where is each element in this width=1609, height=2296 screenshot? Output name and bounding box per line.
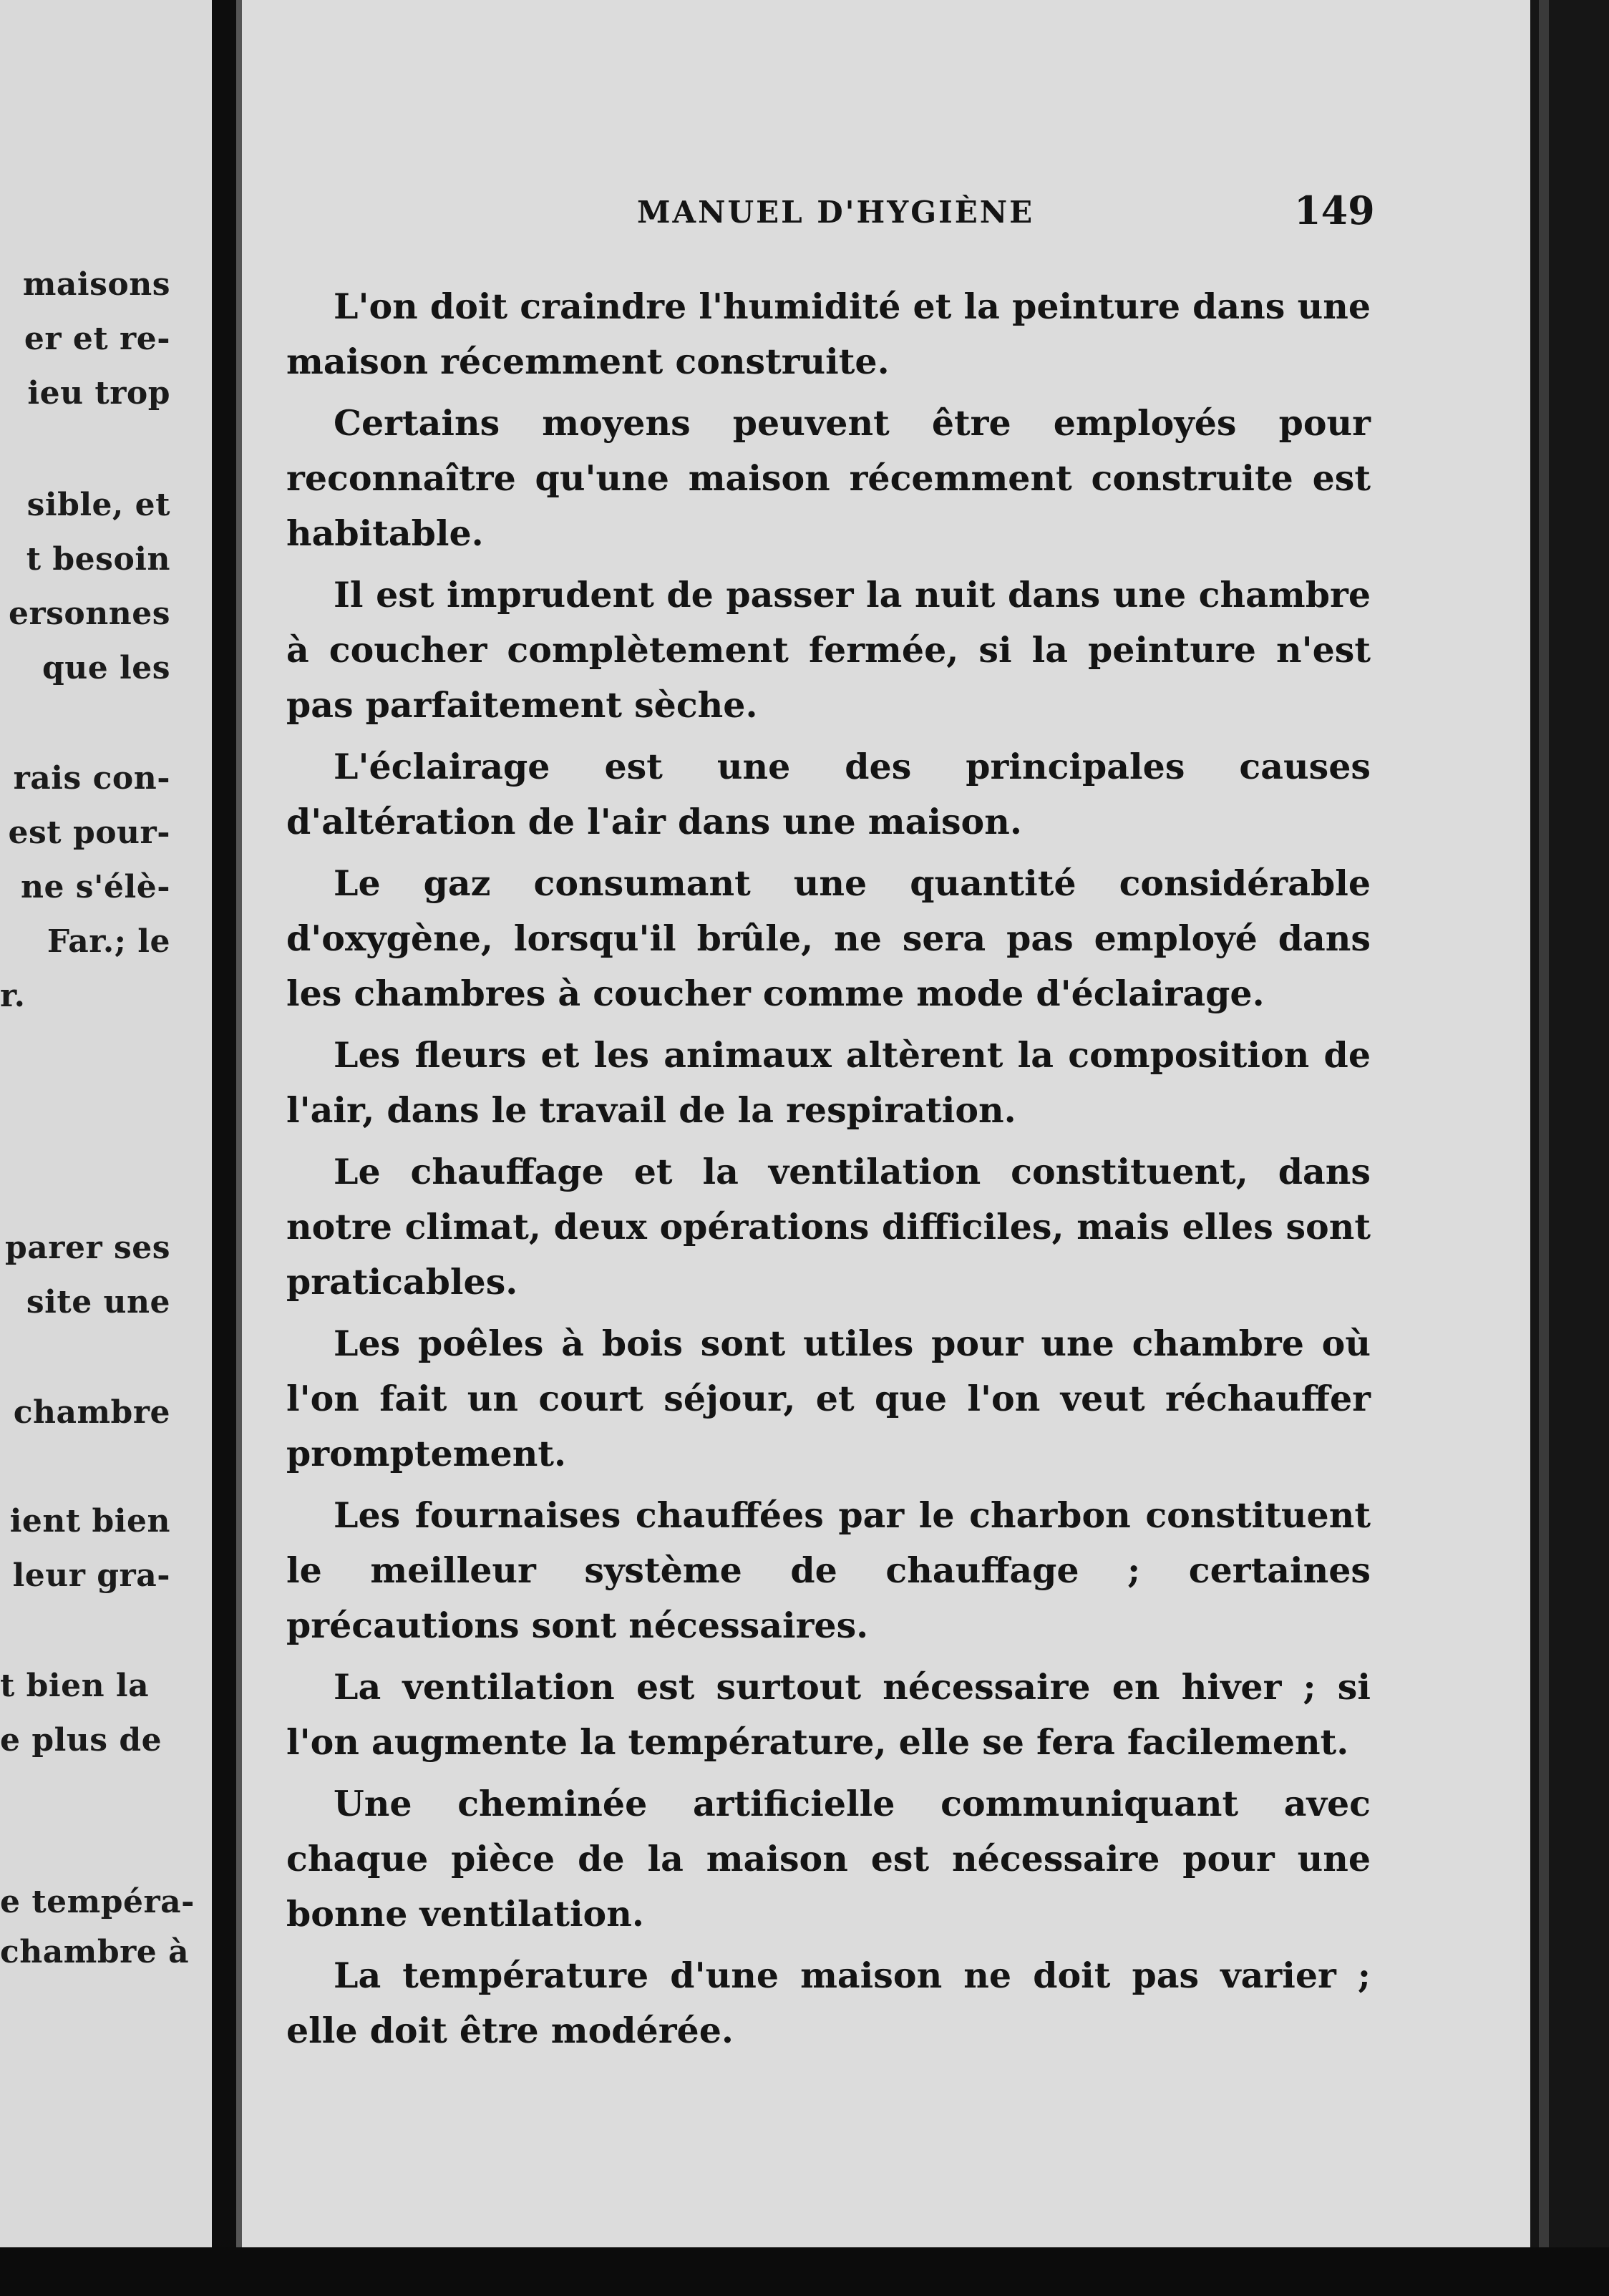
paragraph: Les poêles à bois sont utiles pour une chambre où l'on fait un court séjour, et que l'on veut réchauffer promptement.: [286, 1323, 1371, 1474]
paragraph: Le gaz consumant une quantité considérable d'oxygène, lorsqu'il brûle, ne sera pas employé dans les chambres à coucher comme mode d'éclairage.: [286, 862, 1371, 1014]
left-line: est pour-: [8, 814, 170, 851]
left-line: que les: [42, 650, 170, 686]
right-page-edge-strip: [1539, 0, 1549, 2296]
paragraph: La ventilation est surtout nécessaire en hiver ; si l'on augmente la température, elle se fera facilement.: [286, 1666, 1371, 1763]
paragraph: L'éclairage est une des principales causes d'altération de l'air dans une maison.: [286, 746, 1371, 842]
paragraph: Il est imprudent de passer la nuit dans une chambre à coucher complètement fermée, si la peinture n'est pas parfaitement sèche.: [286, 574, 1371, 726]
left-line: ne s'élè-: [20, 869, 170, 905]
previous-page-fragment: [0, 0, 212, 2296]
left-line: e plus de: [0, 1722, 162, 1759]
left-line: Far.; le: [47, 923, 170, 960]
paragraph: L'on doit craindre l'humidité et la peinture dans une maison récemment construite.: [286, 286, 1371, 382]
paragraph: Le chauffage et la ventilation constituent, dans notre climat, deux opérations difficiles, mais elles sont praticables.: [286, 1151, 1371, 1303]
paragraph: Certains moyens peuvent être employés pour reconnaître qu'une maison récemment construite est habitable.: [286, 402, 1371, 554]
running-header: MANUEL D'HYGIÈNE: [637, 195, 1035, 230]
book-gutter: [212, 0, 236, 2296]
left-line: parer ses: [5, 1230, 170, 1266]
page-edge: [236, 0, 242, 2296]
paragraph: Les fleurs et les animaux altèrent la composition de l'air, dans le travail de la respiration.: [286, 1034, 1371, 1131]
paragraph: Les fournaises chauffées par le charbon constituent le meilleur système de chauffage ; certaines précautions sont nécessaires.: [286, 1494, 1371, 1646]
left-line: chambre: [13, 1394, 170, 1431]
left-line: t bien la: [0, 1668, 150, 1704]
page-number: 149: [1294, 188, 1375, 233]
left-line: t besoin: [26, 541, 170, 578]
left-line: ient bien: [9, 1503, 170, 1539]
left-line: chambre à: [0, 1934, 190, 1970]
left-line: e tempéra-: [0, 1884, 195, 1920]
page-body: [286, 279, 1371, 2065]
paragraph: La température d'une maison ne doit pas varier ; elle doit être modérée.: [286, 1955, 1371, 2051]
left-line: er et re-: [24, 321, 170, 357]
left-line: r.: [0, 978, 26, 1014]
left-line: ieu trop: [27, 375, 170, 412]
bottom-scan-border: [0, 2247, 1609, 2296]
left-line: ersonnes: [8, 595, 170, 632]
left-line: site une: [26, 1284, 170, 1320]
left-line: leur gra-: [12, 1557, 170, 1594]
left-line: maisons: [22, 266, 170, 303]
paragraph: Une cheminée artificielle communiquant avec chaque pièce de la maison est nécessaire pour une bonne ventilation.: [286, 1783, 1371, 1935]
left-line: sible, et: [26, 487, 170, 523]
left-line: rais con-: [13, 760, 170, 797]
